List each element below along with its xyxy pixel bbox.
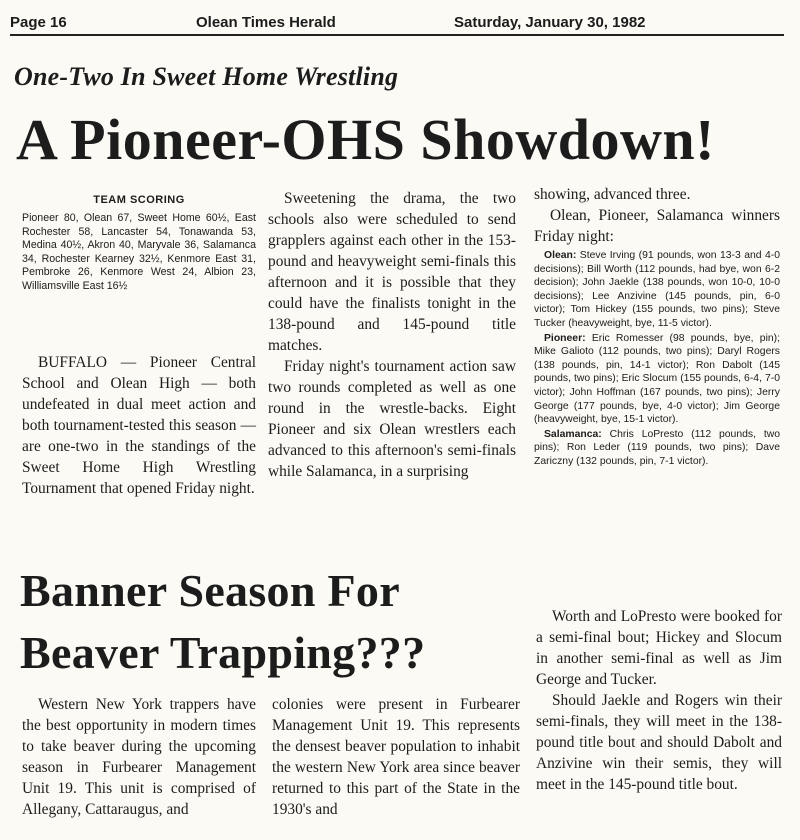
story2-headline-line-1: Banner Season For	[20, 565, 400, 616]
salamanca-winners	[534, 428, 780, 469]
issue-date: Saturday, January 30, 1982	[454, 14, 646, 31]
newspaper-name: Olean Times Herald	[196, 14, 336, 31]
story1-column-2	[268, 188, 516, 482]
story2-paragraph: colonies were present in Furbearer Management Unit 19. This represents the densest beaver population to inhabit the western New York area since beaver returned to this part of the State in the 1930's and	[272, 696, 520, 818]
story1-paragraph: Worth and LoPresto were booked for a semi-final bout; Hickey and Slocum in another semi-final as well as Jim George and Tucker.	[536, 608, 782, 688]
team-scoring-list: Pioneer 80, Olean 67, Sweet Home 60½, East Rochester 58, Lancaster 54, Tonawanda 53, Medina 40½, Akron 40, Maryvale 36, Salamanca 34, Rochester Kearney 32½, Kenmore East 31, Pembroke 26, Kenmore West 24, Albion 23, Williamsville East 16½	[22, 212, 256, 292]
salamanca-label: Salamanca:	[544, 428, 602, 440]
story1-paragraph: Olean, Pioneer, Salamanca winners Friday night:	[534, 207, 780, 245]
olean-winners-text: Steve Irving (91 pounds, won 13-3 and 4-0 decisions); Bill Worth (112 pounds, had bye, won 6-2 decision); John Jaekle (138 pounds, won 10-0, 10-0 decisions); Lee Anzivine (145 pounds, pin, 6-0 victor); Tom Hickey (155 pounds, two pins); Steve Tucker (heavyweight, bye, 11-5 victor).	[534, 250, 780, 329]
story1-column-3-continued	[536, 606, 782, 795]
pioneer-winners	[534, 332, 780, 427]
story-kicker: One-Two In Sweet Home Wrestling	[14, 62, 399, 91]
story2-column-2	[272, 694, 520, 820]
story-headline: A Pioneer-OHS Showdown!	[16, 107, 715, 172]
story1-paragraph: Sweetening the drama, the two schools also were scheduled to send grapplers against each other in the 153-pound and heavyweight semi-finals this afternoon and it is possible that they could have the finalists tonight in the 138-pound and 145-pound title matches.	[268, 190, 516, 354]
folio-line	[10, 12, 784, 36]
story1-paragraph: showing, advanced three.	[534, 186, 691, 203]
page-number: Page 16	[10, 14, 67, 31]
story2-paragraph: Western New York trappers have the best opportunity in modern times to take beaver during the upcoming season in Furbearer Management Unit 19. This unit is comprised of Allegany, Cattaraugus, and	[22, 696, 256, 818]
story2-headline-line-2: Beaver Trapping???	[20, 627, 426, 678]
olean-winners	[534, 249, 780, 331]
story1-paragraph: BUFFALO — Pioneer Central School and Olean High — both undefeated in dual meet action and both tournament-tested this season — are one-two in the standings of the Sweet Home High Wrestling Tournament that opened Friday night.	[22, 353, 256, 497]
story1-paragraph: Friday night's tournament action saw two rounds completed as well as one round in the wrestle-backs. Eight Pioneer and six Olean wrestlers each advanced to this afternoon's semi-finals while Salamanca, in a surprising	[268, 358, 516, 480]
winners-list	[534, 249, 780, 469]
story2-headline	[20, 560, 540, 684]
story1-column-1	[22, 190, 256, 499]
story1-column-3	[534, 184, 780, 470]
salamanca-winners-text: Chris LoPresto (112 pounds, two pins); Ron Leder (119 pounds, two pins); Dave Zariczny (132 pounds, pin, 7-1 victor).	[534, 428, 780, 467]
pioneer-winners-text: Eric Romesser (98 pounds, bye, pin); Mike Galioto (112 pounds, two pins); Daryl Rogers (138 pounds, pin, 14-1 victor); Ron Dabolt (145 pounds, two pins); Eric Slocum (155 pounds, 6-4, 7-0 victor); John Hoffman (167 pounds, two pins); Jerry George (177 pounds, bye, 4-0 victor); Jim George (heavyweight, bye, 15-1 victor).	[534, 332, 781, 426]
team-scoring-title: TEAM SCORING	[93, 194, 185, 206]
story1-paragraph: Should Jaekle and Rogers win their semi-finals, they will meet in the 138-pound title bout and should Dabolt and Anzivine win their semis, they will meet in the 145-pound title bout.	[536, 692, 782, 793]
olean-label: Olean:	[544, 250, 577, 261]
story2-column-1	[22, 694, 256, 820]
pioneer-label: Pioneer:	[544, 332, 586, 344]
